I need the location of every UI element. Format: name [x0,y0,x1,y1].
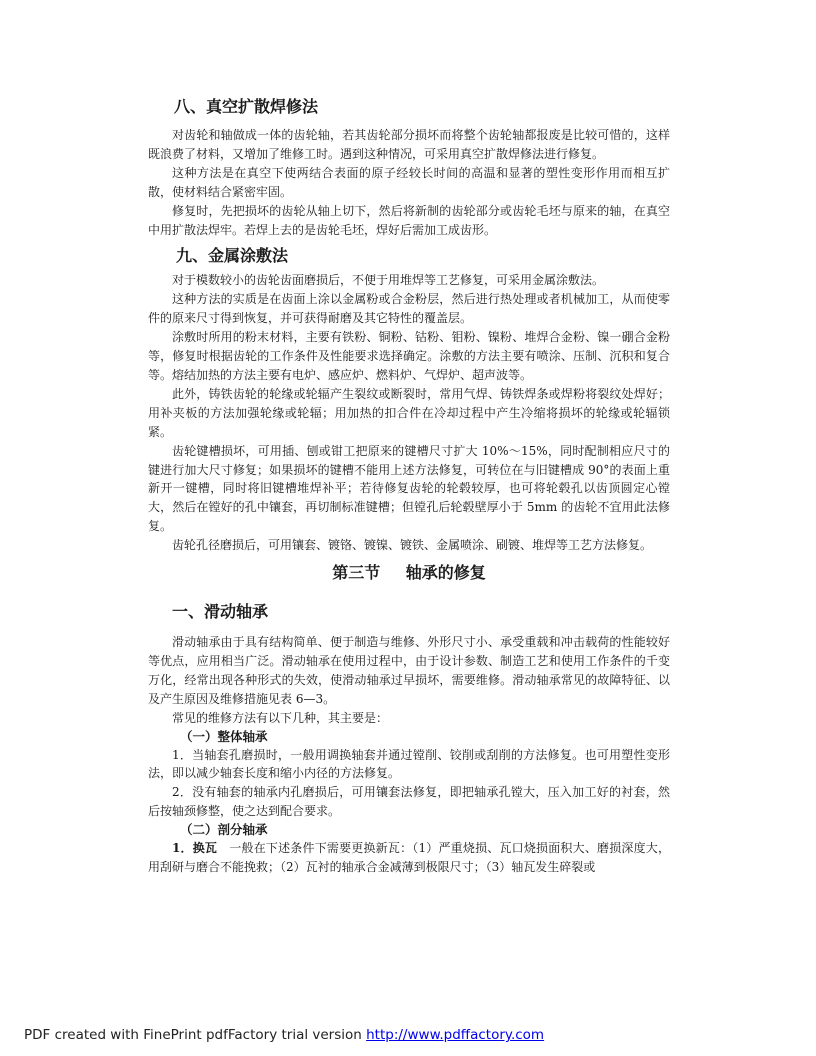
paragraph: 齿轮键槽损坏，可用插、刨或钳工把原来的键槽尺寸扩大 10%～15%，同时配制相应尺寸的键进行加大尺寸修复；如果损坏的键槽不能用上述方法修复，可转位在与旧键槽成 90°的表面上重新开一键槽，同时将旧键槽堆焊补平；若待修复齿轮的轮毂较厚，也可将轮毂孔以齿顶圆定心镗大，然后在镗好的孔中镶套，再切制标准键槽；但镗孔后轮毂壁厚小于 5mm 的齿轮不宜用此法修复。 [148,443,670,534]
paragraph: 这种方法的实质是在齿面上涂以金属粉或合金粉层，然后进行热处理或者机械加工，从而使零件的原来尺寸得到恢复，并可获得耐磨及其它特性的覆盖层。 [148,292,670,326]
subsection-heading-solid-bearing: （一）整体轴承 [180,728,268,744]
footer-text: PDF created with FinePrint pdfFactory trial version [24,1027,367,1043]
subsection-heading-split-bearing: （二）剖分轴承 [180,822,268,838]
page-content [148,96,670,877]
paragraph: 齿轮孔径磨损后，可用镶套、镀铬、镀镍、镀铁、金属喷涂、刷镀、堆焊等工艺方法修复。 [172,538,653,553]
paragraph: 常见的维修方法有以下几种，其主要是： [172,710,389,725]
section-heading-vacuum-diffusion-welding: 八、真空扩散焊修法 [174,97,319,116]
chapter-heading-bearing-repair: 第三节 轴承的修复 [332,563,486,583]
section-heading-metal-coating: 九、金属涂敷法 [176,246,289,266]
paragraph-text: 一般在下述条件下需要更换新瓦：（1）严重烧损、瓦口烧损面积大、磨损深度大，用刮研与磨合不能挽救；（2）瓦衬的轴承合金减薄到极限尺寸；（3）轴瓦发生碎裂或 [148,841,670,875]
section-heading-sliding-bearing: 一、滑动轴承 [172,602,269,622]
paragraph: 对齿轮和轴做成一体的齿轮轴，若其齿轮部分损坏而将整个齿轮轴都报废是比较可惜的，这样既浪费了材料，又增加了维修工时。遇到这种情况，可采用真空扩散焊修法进行修复。 [148,128,670,161]
paragraph [148,839,670,877]
paragraph: 涂敷时所用的粉末材料，主要有铁粉、铜粉、钴粉、钼粉、镍粉、堆焊合金粉、镍一硼合金粉等，修复时根据齿轮的工作条件及性能要求选择确定。涂敷的方法主要有喷涂、压制、沉积和复合等。熔结加热的方法主要有电炉、感应炉、燃料炉、气焊炉、超声波等。 [148,330,670,382]
footer-link[interactable]: http://www.pdffactory.com [366,1027,545,1043]
pdf-footer [24,1027,544,1043]
paragraph: 1．当轴套孔磨损时，一般用调换轴套并通过镗削、铰削或刮削的方法修复。也可用塑性变形法，即以减少轴套长度和缩小内径的方法修复。 [148,747,670,781]
paragraph: 2．没有轴套的轴承内孔磨损后，可用镶套法修复，即把轴承孔镗大，压入加工好的衬套，然后按轴颈修整，使之达到配合要求。 [148,785,670,819]
paragraph: 滑动轴承由于具有结构简单、便于制造与维修、外形尺寸小、承受重载和冲击载荷的性能较好等优点，应用相当广泛。滑动轴承在使用过程中，由于设计参数、制造工艺和使用工作条件的千变万化，经常出现各种形式的失效，使滑动轴承过早损坏，需要维修。滑动轴承常见的故障特征、以及产生原因及维修措施见表 6—3。 [148,635,670,706]
paragraph: 修复时，先把损坏的齿轮从轴上切下，然后将新制的齿轮部分或齿轮毛坯与原来的轴，在真空中用扩散法焊牢。若焊上去的是齿轮毛坯，焊好后需加工成齿形。 [148,203,670,237]
paragraph: 此外，铸铁齿轮的轮缘或轮辐产生裂纹或断裂时，常用气焊、铸铁焊条或焊粉将裂纹处焊好；用补夹板的方法加强轮缘或轮辐；用加热的扣合件在冷却过程中产生冷缩将损坏的轮缘或轮辐锁紧。 [148,386,670,439]
paragraph: 这种方法是在真空下使两结合表面的原子经较长时间的高温和显著的塑性变形作用而相互扩散，使材料结合紧密牢固。 [148,165,670,199]
paragraph-lead: 1．换瓦 [172,841,218,856]
paragraph: 对于模数较小的齿轮齿面磨损后，不便于用堆焊等工艺修复，可采用金属涂敷法。 [172,273,605,288]
